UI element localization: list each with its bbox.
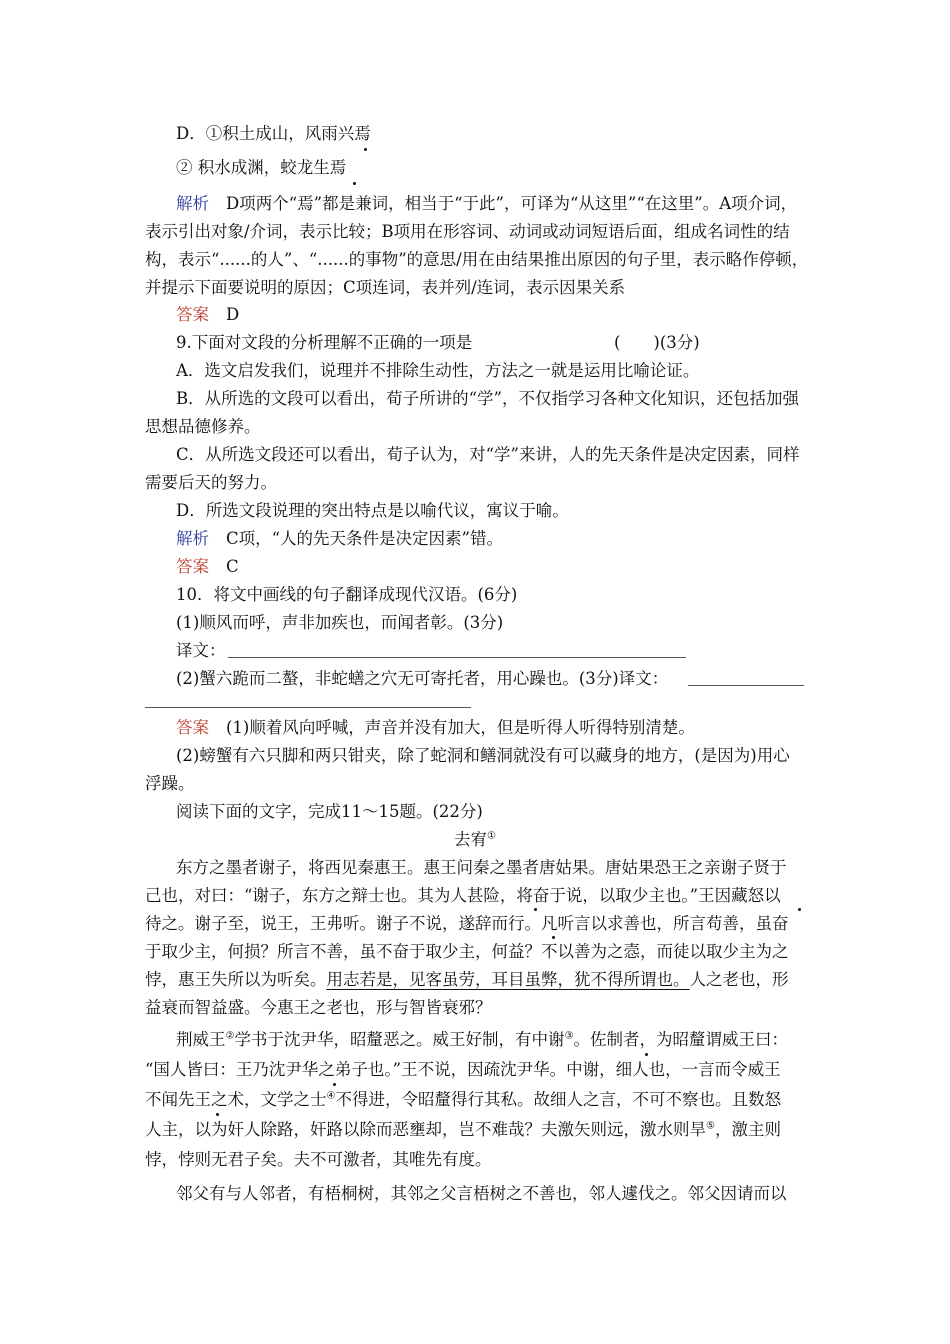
underlined-sentence: 用志若是，见客虽劳，耳目虽弊，犹不得所谓也。: [326, 970, 690, 989]
emphasis-dot: [645, 1053, 648, 1056]
passage-p1-line3: 待之。谢子至，说王，王弗听。谢子不说，遂辞而行。凡听言以求善也，所言苟善，虽奋: [145, 914, 789, 933]
emphasis-dot: [552, 936, 555, 939]
q8-analysis-line2: 表示引出对象/介词，表示比较；B项用在形容词、动词或动词短语后面，组成名词性的结: [145, 222, 790, 241]
q9-stem: 9.下面对文段的分析理解不正确的一项是: [176, 333, 473, 352]
passage-text: 悖，惠王失所以为听矣。: [145, 970, 327, 989]
passage-title: [0, 830, 950, 850]
answer-label: 答案: [176, 557, 209, 576]
q8-analysis-line3: 构，表示“......的人”、“......的事物”的意思/用在由结果推出原因的句子里，表示略作停顿，: [145, 250, 809, 269]
q10-sentence-1: (1)顺风而呼，声非加疾也，而闻者彰。(3分): [176, 613, 504, 632]
q9-analysis: C项，“人的先天条件是决定因素”错。: [226, 529, 503, 548]
emphasis-dot: [364, 148, 367, 151]
q9-option-d: D．所选文段说理的突出特点是以喻代议，寓议于喻。: [176, 501, 569, 520]
emphasis-dot: [353, 182, 356, 185]
answer-label: 答案: [176, 305, 209, 324]
footnote-mark: ①: [487, 830, 496, 842]
q9-answer-blank: ( )(3分): [614, 333, 700, 352]
answer-line: [228, 657, 686, 658]
passage-text: 不得进，令昭釐得行其私。故细人之言，不可不察也。且数怒: [335, 1090, 781, 1109]
emphasis-dot: [798, 908, 801, 911]
q8-answer-value: D: [226, 305, 240, 324]
footnote-mark: ④: [326, 1090, 336, 1102]
q10-answer-2-line2: 浮躁。: [145, 774, 195, 793]
q9-option-a: A．选文启发我们，说理并不排除生动性，方法之一就是运用比喻论证。: [176, 361, 700, 380]
passage-text: 不闻先王之术，文学之士: [145, 1090, 327, 1109]
reading-instructions: 阅读下面的文字，完成11～15题。(22分): [176, 802, 483, 821]
passage-p1-line1: 东方之墨者谢子，将西见秦惠王。惠王问秦之墨者唐姑果。唐姑果恐王之亲谢子贤于: [176, 858, 787, 877]
passage-text: 学书于沈尹华，昭釐恶之。威王好制，有中谢: [234, 1030, 565, 1049]
q8-option-d-line1: D．①积土成山，风雨兴焉: [176, 124, 371, 143]
passage-p2-line1: [176, 1030, 788, 1050]
emphasis-dot: [333, 1083, 336, 1086]
q8-analysis-line1: D项两个“焉”都是兼词，相当于“于此”，可译为“从这里”“在这里”。A项介词，: [226, 194, 798, 213]
q9-answer-value: C: [226, 557, 239, 576]
passage-text: 。佐制者，为昭釐谓威王曰：: [573, 1030, 788, 1049]
q9-option-b-line1: B．从所选的文段可以看出，荀子所讲的“学”，不仅指学习各种文化知识，还包括加强: [176, 389, 799, 408]
passage-p2-line3: [145, 1090, 781, 1110]
analysis-label: 解析: [176, 529, 209, 548]
passage-text: 人主，以为奸人除路，奸路以除而恶壅却，岂不难哉？夫激矢则远，激水则旱: [145, 1120, 706, 1139]
emphasis-dot: [534, 908, 537, 911]
q9-option-c-line1: C．从所选文段还可以看出，荀子认为，对“学”来讲，人的先天条件是决定因素，同样: [176, 445, 800, 464]
passage-p1-line4: 于取少主，何损？所言不善，虽不奋于取少主，何益？不以善为之悫，而徒以取少主为之: [145, 942, 789, 961]
q10-stem: 10．将文中画线的句子翻译成现代汉语。(6分): [176, 585, 518, 604]
q10-translation-1-label: 译文：: [176, 641, 226, 660]
q10-sentence-2: (2)蟹六跪而二螯，非蛇蟮之穴无可寄托者，用心躁也。(3分)译文：: [176, 669, 669, 688]
answer-line: [145, 707, 471, 708]
passage-p1-line6: 益衰而智益盛。今惠王之老也，形与智皆衰邪？: [145, 998, 492, 1017]
emphasis-dot: [216, 1113, 219, 1116]
passage-text: ，激主则: [714, 1120, 781, 1139]
analysis-label: 解析: [176, 194, 209, 213]
q8-option-d-line2: ② 积水成渊，蛟龙生焉: [176, 158, 347, 177]
footnote-mark: ⑤: [706, 1120, 715, 1132]
passage-p1-line5: [145, 970, 789, 990]
q9-option-c-line2: 需要后天的努力。: [145, 473, 277, 492]
q9-option-b-line2: 思想品德修养。: [145, 417, 261, 436]
q8-analysis-line4: 并提示下面要说明的原因；C项连词，表并列/连词，表示因果关系: [145, 278, 626, 297]
answer-line: [688, 685, 804, 686]
footnote-mark: ②: [225, 1030, 235, 1042]
footnote-mark: ③: [564, 1030, 574, 1042]
passage-p2-line5: 悖，悖则无君子矣。夫不可激者，其唯先有度。: [145, 1150, 492, 1169]
passage-p2-line4: [145, 1120, 781, 1140]
passage-text: 人之老也，形: [689, 970, 789, 989]
passage-title-text: 去宥: [454, 830, 488, 849]
passage-p1-line2: 己也，对曰：“谢子，东方之辩士也。其为人甚险，将奋于说，以取少主也。”王因藏怒以: [145, 886, 781, 905]
passage-p3-line1: 邻父有与人邻者，有梧桐树，其邻之父言梧树之不善也，邻人遽伐之。邻父因请而以: [176, 1184, 787, 1203]
passage-text: 荆威王: [176, 1030, 226, 1049]
passage-p2-line2: “国人皆曰：王乃沈尹华之弟子也。”王不说，因疏沈尹华。中谢，细人也，一言而令威王: [145, 1060, 781, 1079]
answer-label: 答案: [176, 718, 209, 737]
q10-answer-1: (1)顺着风向呼喊，声音并没有加大，但是听得人听得特别清楚。: [226, 718, 695, 737]
q10-answer-2-line1: (2)螃蟹有六只脚和两只钳夹，除了蛇洞和鳝洞就没有可以藏身的地方，(是因为)用心: [176, 746, 790, 765]
